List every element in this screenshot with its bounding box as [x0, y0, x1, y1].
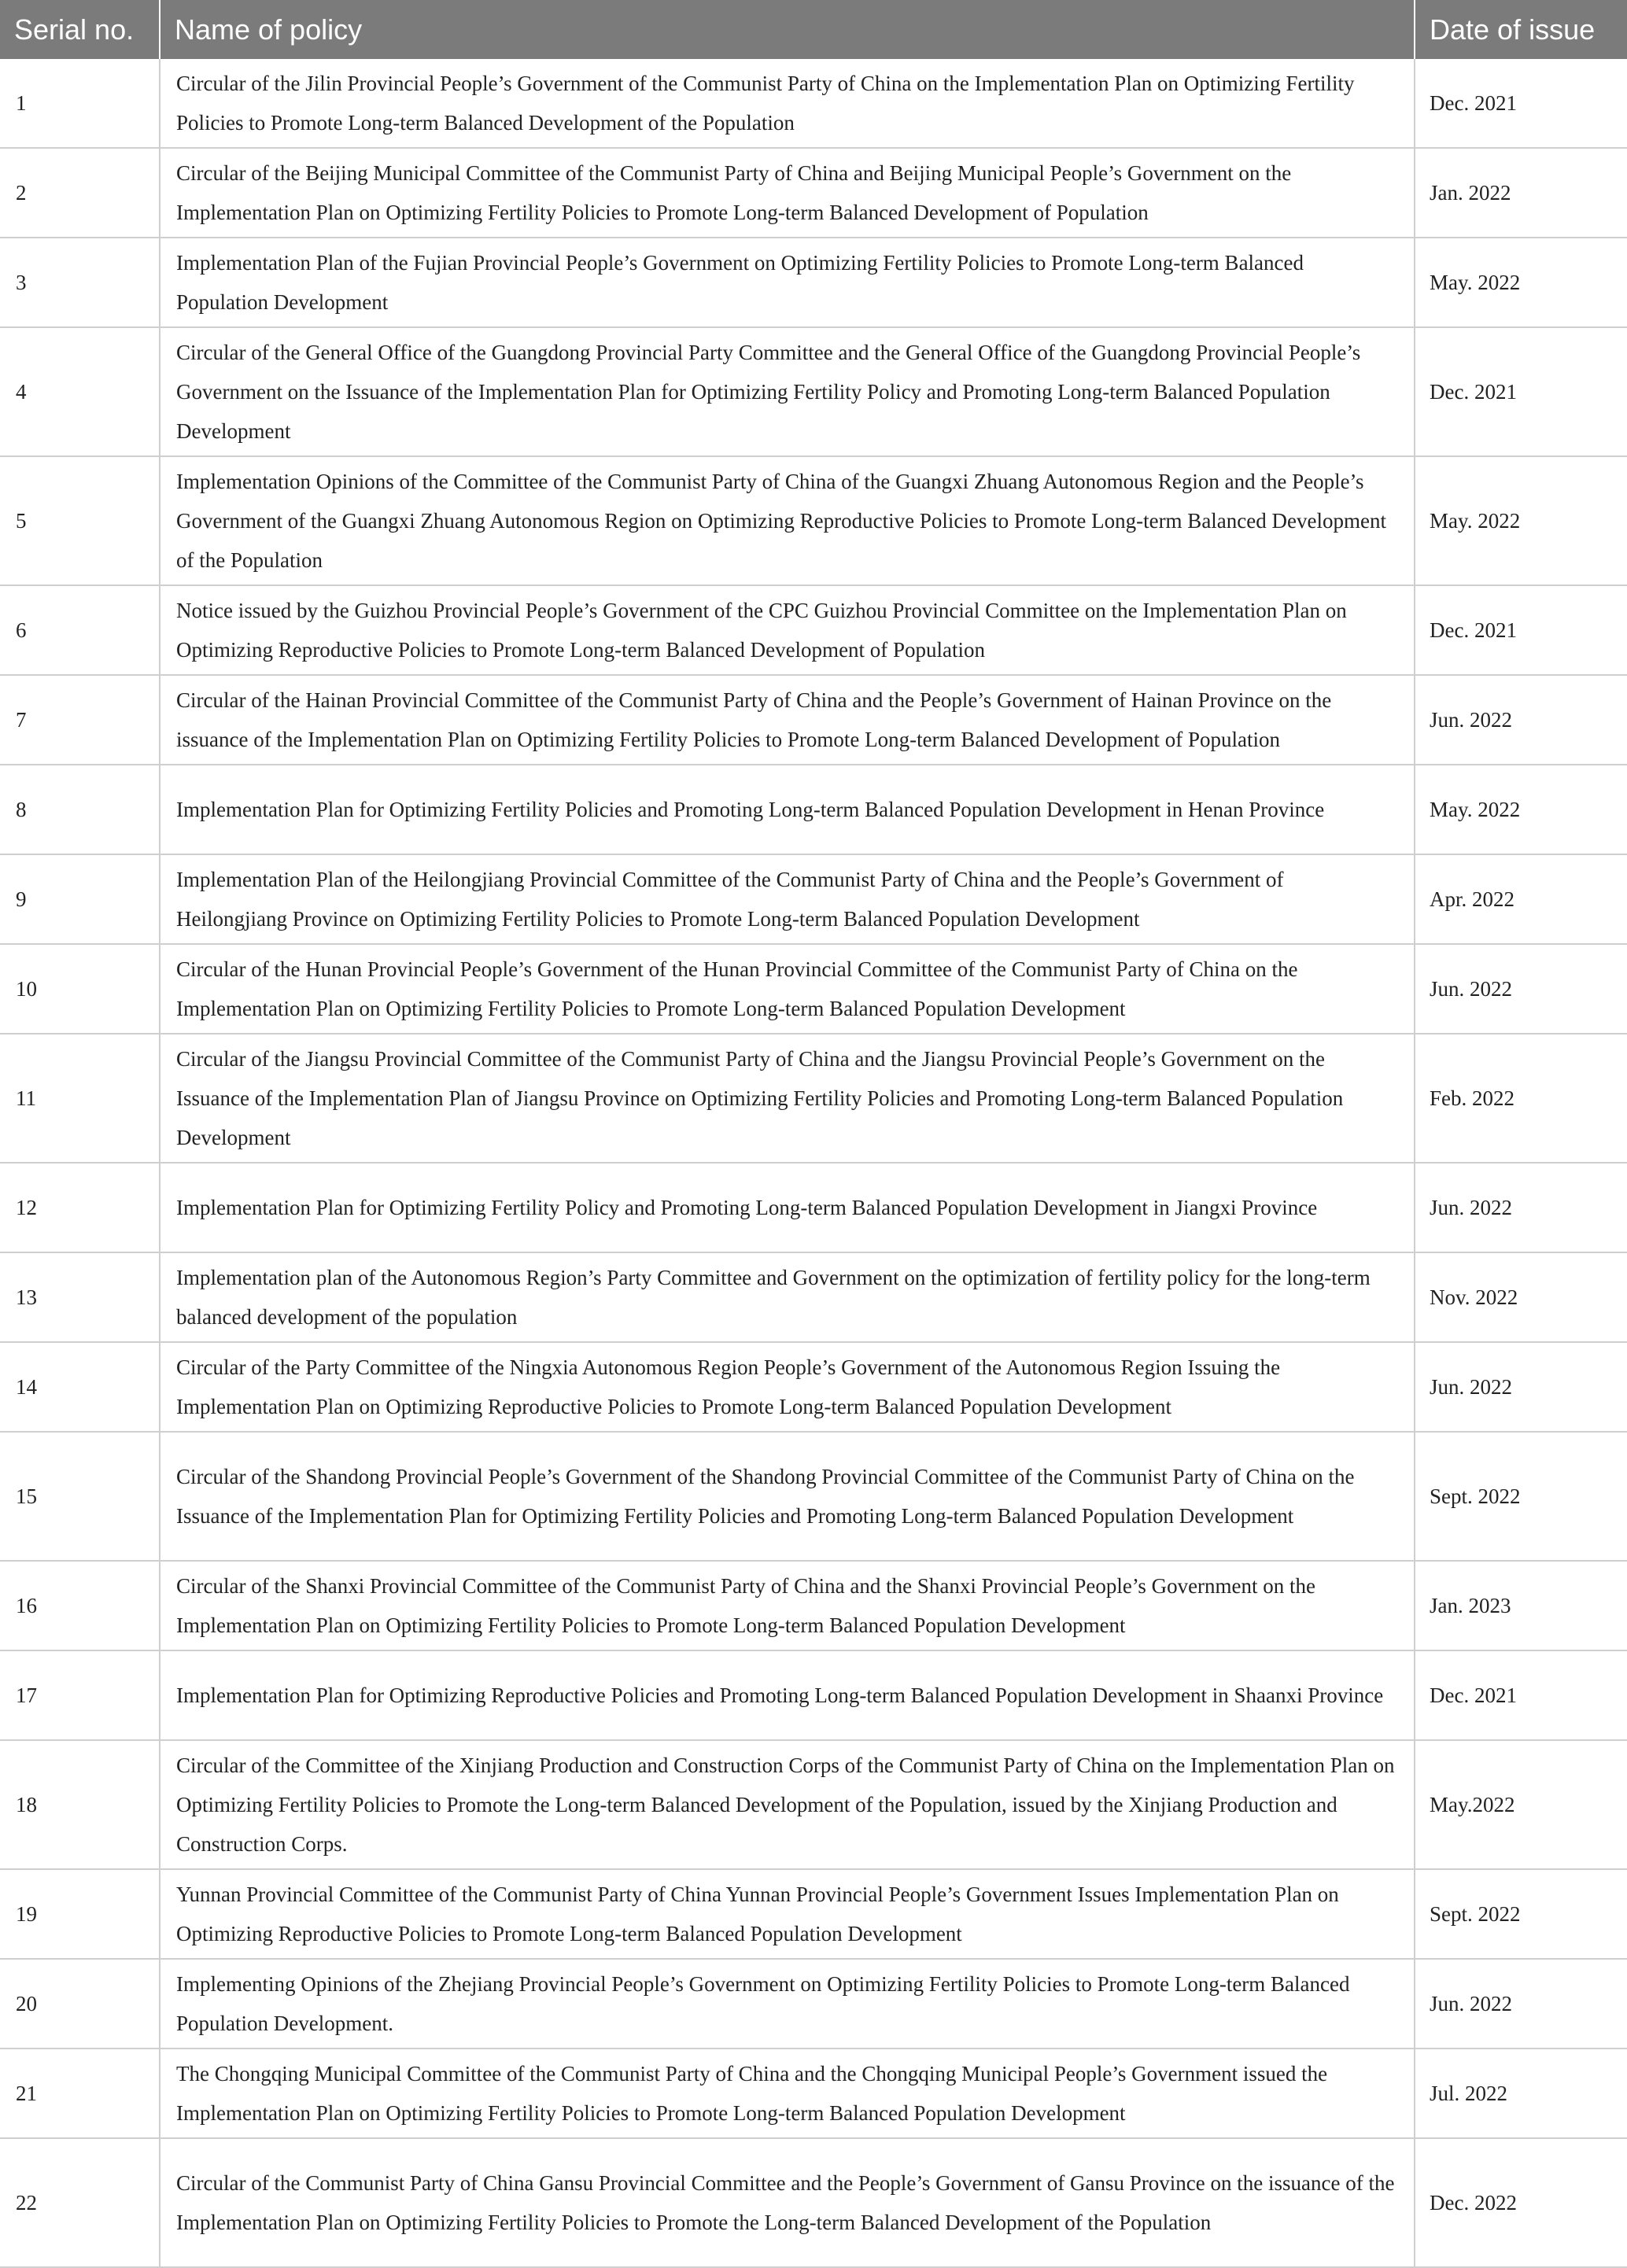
table-row: [0, 327, 1627, 456]
table-row: [0, 854, 1627, 944]
serial-cell: 15: [0, 1432, 160, 1561]
policy-name-cell: Implementation Plan of the Heilongjiang Provincial Committee of the Communist Party of China and the People’s Government of Heilongjiang Province on Optimizing Fertility Policies to Promote Long-term Balanced Population Development: [160, 854, 1415, 944]
table-row: [0, 1432, 1627, 1561]
date-cell: Apr. 2022: [1415, 854, 1627, 944]
date-cell: Dec. 2021: [1415, 1650, 1627, 1740]
serial-cell: 6: [0, 585, 160, 675]
policy-name-cell: Implementation plan of the Autonomous Region’s Party Committee and Government on the optimization of fertility policy for the long-term balanced development of the population: [160, 1252, 1415, 1342]
table-row: [0, 675, 1627, 765]
date-cell: May.2022: [1415, 1740, 1627, 1869]
date-cell: Jun. 2022: [1415, 675, 1627, 765]
serial-cell: 11: [0, 1034, 160, 1163]
serial-cell: 4: [0, 327, 160, 456]
serial-cell: 17: [0, 1650, 160, 1740]
date-cell: Dec. 2021: [1415, 59, 1627, 148]
policy-name-cell: Circular of the Party Committee of the Ningxia Autonomous Region People’s Government of the Autonomous Region Issuing the Implementation Plan on Optimizing Reproductive Policies to Promote Long-term Balanced Population Development: [160, 1342, 1415, 1432]
serial-cell: 20: [0, 1959, 160, 2049]
policy-name-cell: Circular of the Jiangsu Provincial Committee of the Communist Party of China and the Jiangsu Provincial People’s Government on the Issuance of the Implementation Plan of Jiangsu Province on Optimizing Fertility Policies and Promoting Long-term Balanced Population Development: [160, 1034, 1415, 1163]
policy-name-cell: Implementation Opinions of the Committee of the Communist Party of China of the Guangxi Zhuang Autonomous Region and the People’s Government of the Guangxi Zhuang Autonomous Region on Optimizing Reproductive Policies to Promote Long-term Balanced Development of the Population: [160, 456, 1415, 585]
date-cell: Jan. 2023: [1415, 1561, 1627, 1650]
serial-cell: 16: [0, 1561, 160, 1650]
header-name-of-policy: Name of policy: [160, 0, 1415, 59]
table-row: [0, 1034, 1627, 1163]
table-row: [0, 1561, 1627, 1650]
policy-name-cell: Circular of the Jilin Provincial People’s Government of the Communist Party of China on the Implementation Plan on Optimizing Fertility Policies to Promote Long-term Balanced Development of the Population: [160, 59, 1415, 148]
table-row: [0, 456, 1627, 585]
date-cell: Sept. 2022: [1415, 1869, 1627, 1959]
date-cell: Nov. 2022: [1415, 1252, 1627, 1342]
date-cell: Jun. 2022: [1415, 944, 1627, 1034]
date-cell: Dec. 2021: [1415, 327, 1627, 456]
policy-name-cell: Implementation Plan for Optimizing Fertility Policy and Promoting Long-term Balanced Population Development in Jiangxi Province: [160, 1163, 1415, 1252]
table-row: [0, 944, 1627, 1034]
serial-cell: 3: [0, 238, 160, 327]
policy-name-cell: Implementing Opinions of the Zhejiang Provincial People’s Government on Optimizing Fertility Policies to Promote Long-term Balanced Population Development.: [160, 1959, 1415, 2049]
header-date-of-issue: Date of issue: [1415, 0, 1627, 59]
serial-cell: 18: [0, 1740, 160, 1869]
serial-cell: 9: [0, 854, 160, 944]
serial-cell: 21: [0, 2049, 160, 2138]
date-cell: Dec. 2021: [1415, 585, 1627, 675]
table-row: [0, 1650, 1627, 1740]
serial-cell: 14: [0, 1342, 160, 1432]
date-cell: Jun. 2022: [1415, 1959, 1627, 2049]
date-cell: Sept. 2022: [1415, 1432, 1627, 1561]
header-row: [0, 0, 1627, 59]
date-cell: Jun. 2022: [1415, 1342, 1627, 1432]
policy-name-cell: Circular of the Hainan Provincial Committee of the Communist Party of China and the People’s Government of Hainan Province on the issuance of the Implementation Plan on Optimizing Fertility Policies to Promote Long-term Balanced Development of Population: [160, 675, 1415, 765]
table-body: [0, 59, 1627, 2267]
serial-cell: 5: [0, 456, 160, 585]
table-row: [0, 148, 1627, 238]
table-row: [0, 765, 1627, 854]
policy-name-cell: Circular of the Communist Party of China Gansu Provincial Committee and the People’s Government of Gansu Province on the issuance of the Implementation Plan on Optimizing Fertility Policies to Promote the Long-term Balanced Development of the Population: [160, 2138, 1415, 2267]
serial-cell: 10: [0, 944, 160, 1034]
policy-name-cell: Yunnan Provincial Committee of the Communist Party of China Yunnan Provincial People’s Government Issues Implementation Plan on Optimizing Reproductive Policies to Promote Long-term Balanced Population Development: [160, 1869, 1415, 1959]
date-cell: May. 2022: [1415, 765, 1627, 854]
table-row: [0, 1163, 1627, 1252]
table-header: [0, 0, 1627, 59]
table-row: [0, 238, 1627, 327]
table-row: [0, 2049, 1627, 2138]
policy-name-cell: Circular of the Hunan Provincial People’s Government of the Hunan Provincial Committee of the Communist Party of China on the Implementation Plan on Optimizing Fertility Policies to Promote Long-term Balanced Population Development: [160, 944, 1415, 1034]
date-cell: Jun. 2022: [1415, 1163, 1627, 1252]
policy-name-cell: Implementation Plan of the Fujian Provincial People’s Government on Optimizing Fertility Policies to Promote Long-term Balanced Population Development: [160, 238, 1415, 327]
policy-name-cell: Circular of the Committee of the Xinjiang Production and Construction Corps of the Communist Party of China on the Implementation Plan on Optimizing Fertility Policies to Promote the Long-term Balanced Development of the Population, issued by the Xinjiang Production and Construction Corps.: [160, 1740, 1415, 1869]
serial-cell: 7: [0, 675, 160, 765]
table-row: [0, 1252, 1627, 1342]
date-cell: Jul. 2022: [1415, 2049, 1627, 2138]
date-cell: Jan. 2022: [1415, 148, 1627, 238]
serial-cell: 2: [0, 148, 160, 238]
serial-cell: 12: [0, 1163, 160, 1252]
table-row: [0, 1959, 1627, 2049]
policy-name-cell: Circular of the Beijing Municipal Committee of the Communist Party of China and Beijing Municipal People’s Government on the Implementation Plan on Optimizing Fertility Policies to Promote Long-term Balanced Development of Population: [160, 148, 1415, 238]
table-row: [0, 1740, 1627, 1869]
policy-name-cell: Notice issued by the Guizhou Provincial People’s Government of the CPC Guizhou Provincial Committee on the Implementation Plan on Optimizing Reproductive Policies to Promote Long-term Balanced Development of Population: [160, 585, 1415, 675]
policy-name-cell: Circular of the Shanxi Provincial Committee of the Communist Party of China and the Shanxi Provincial People’s Government on the Implementation Plan on Optimizing Fertility Policies to Promote Long-term Balanced Population Development: [160, 1561, 1415, 1650]
header-serial-no: Serial no.: [0, 0, 160, 59]
serial-cell: 19: [0, 1869, 160, 1959]
table-row: [0, 585, 1627, 675]
serial-cell: 13: [0, 1252, 160, 1342]
table-row: [0, 59, 1627, 148]
date-cell: Dec. 2022: [1415, 2138, 1627, 2267]
serial-cell: 1: [0, 59, 160, 148]
policy-name-cell: Implementation Plan for Optimizing Fertility Policies and Promoting Long-term Balanced Population Development in Henan Province: [160, 765, 1415, 854]
policy-name-cell: The Chongqing Municipal Committee of the Communist Party of China and the Chongqing Municipal People’s Government issued the Implementation Plan on Optimizing Fertility Policies to Promote Long-term Balanced Population Development: [160, 2049, 1415, 2138]
table-row: [0, 1869, 1627, 1959]
table-row: [0, 1342, 1627, 1432]
policy-name-cell: Implementation Plan for Optimizing Reproductive Policies and Promoting Long-term Balanced Population Development in Shaanxi Province: [160, 1650, 1415, 1740]
policy-name-cell: Circular of the General Office of the Guangdong Provincial Party Committee and the General Office of the Guangdong Provincial People’s Government on the Issuance of the Implementation Plan for Optimizing Fertility Policy and Promoting Long-term Balanced Population Development: [160, 327, 1415, 456]
serial-cell: 8: [0, 765, 160, 854]
date-cell: Feb. 2022: [1415, 1034, 1627, 1163]
date-cell: May. 2022: [1415, 238, 1627, 327]
policy-name-cell: Circular of the Shandong Provincial People’s Government of the Shandong Provincial Committee of the Communist Party of China on the Issuance of the Implementation Plan for Optimizing Fertility Policies and Promoting Long-term Balanced Population Development: [160, 1432, 1415, 1561]
serial-cell: 22: [0, 2138, 160, 2267]
table-row: [0, 2138, 1627, 2267]
date-cell: May. 2022: [1415, 456, 1627, 585]
